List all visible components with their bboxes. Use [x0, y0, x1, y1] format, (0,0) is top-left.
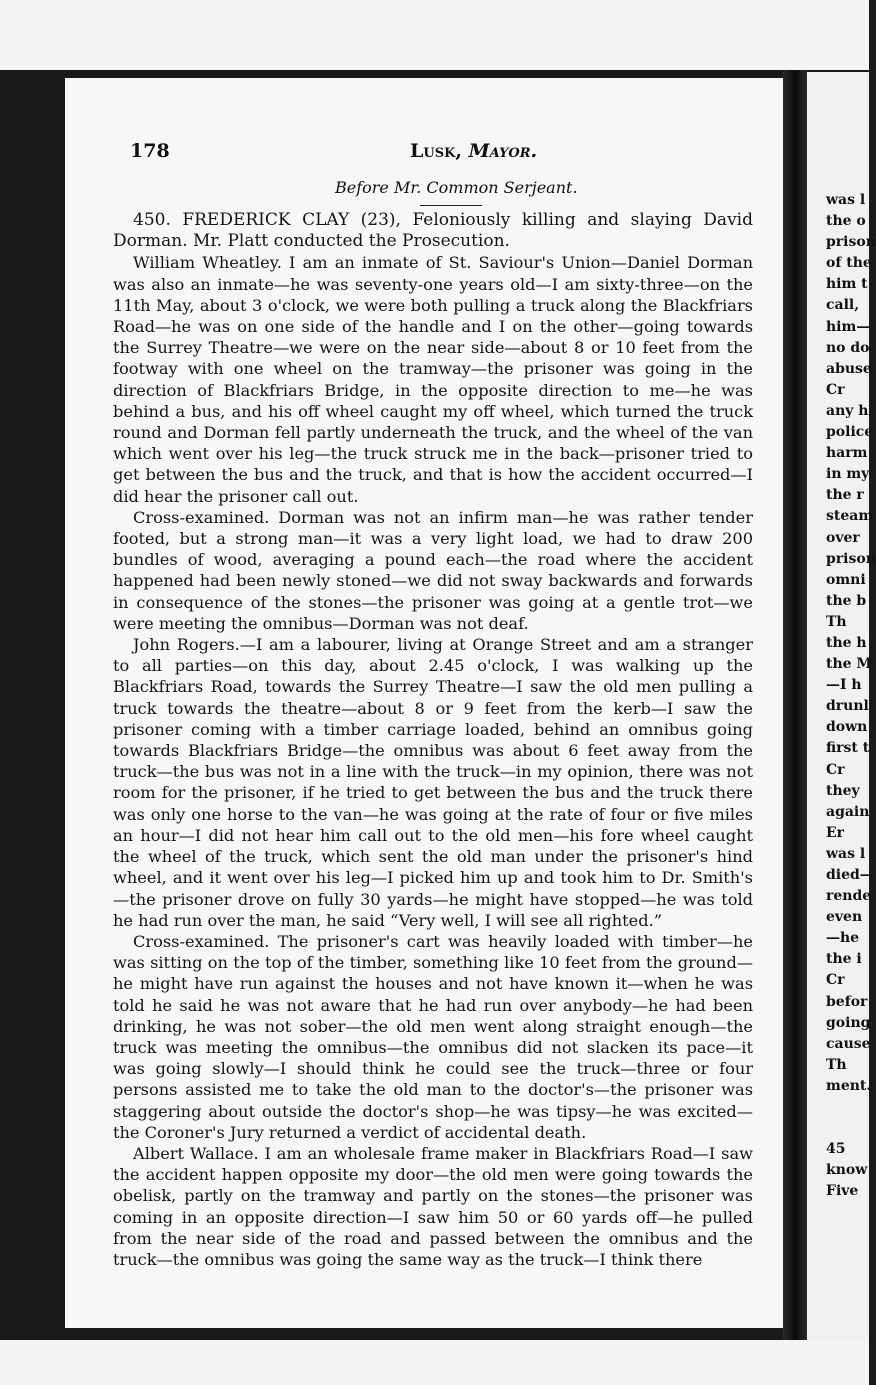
- right-page-fragment: Cr: [826, 761, 845, 778]
- right-page-text: [826, 190, 876, 1203]
- right-page-fragment: they: [826, 782, 860, 799]
- right-page-fragment: him t: [826, 276, 868, 293]
- right-page-fragment: him—: [826, 318, 871, 335]
- case-heading: [113, 210, 753, 252]
- right-page-fragment: even: [826, 909, 863, 926]
- right-page-fragment: know: [826, 1162, 868, 1179]
- right-page-fragment: died—: [826, 867, 874, 883]
- divider-rule: [420, 205, 482, 206]
- right-page-fragment: cause: [826, 1035, 871, 1052]
- right-page-fragment: steam: [826, 508, 874, 525]
- right-page-fragment: [826, 1118, 876, 1139]
- right-page-fragment: the o: [826, 213, 866, 230]
- right-page-fragment: again: [826, 803, 870, 820]
- court-subhead: Before Mr. Common Serjeant.: [335, 178, 578, 197]
- right-page-fragment: —he: [826, 930, 860, 947]
- right-page-fragment: Cr: [826, 381, 845, 398]
- right-page-fragment: any h: [826, 402, 869, 419]
- right-page-fragment: the h: [826, 634, 867, 651]
- right-page-fragment: [826, 1097, 876, 1118]
- testimony-paragraph: Albert Wallace. I am an wholesale frame maker in Blackfriars Road—I saw the accident happen opposite my door—the old men were going towards the obelisk, partly on the tramway and partly on the stones—the prisoner was coming in an opposite direction—I saw him 50 or 60 yards off—he pulled from the near side of the road and passed between the omnibus and the truck—the omnibus was going the same way as the truck—I think there: [113, 1143, 753, 1269]
- testimony-paragraph: William Wheatley. I am an inmate of St. Saviour's Union—Daniel Dorman was also an inmate—he was seventy-one years old—I am sixty-three—on the 11th May, about 3 o'clock, we were both pulling a truck along the Blackfriars Road—he was on one side of the handle and I on the other—going towards the Surrey Theatre—we were on the near side—about 8 or 10 feet from the footway with one wheel on the tramway—the prisoner was going in the direction of Blackfriars Bridge, in the opposite direction to me—he was behind a bus, and his off wheel caught my off wheel, which turned the truck round and Dorman fell partly underneath the truck, and the wheel of the van which went over his leg—the truck struck me in the back—prisoner tried to get between the bus and the truck, and that is how the accident occurred—I did hear the prisoner call out.: [113, 253, 753, 506]
- right-page-fragment: rende: [826, 888, 872, 905]
- right-page-fragment: of the: [826, 255, 872, 272]
- right-page-fragment: omni: [826, 571, 866, 588]
- right-page-fragment: Er: [826, 824, 845, 841]
- right-page-fragment: abuse: [826, 360, 872, 377]
- right-page-fragment: first t: [826, 740, 870, 757]
- case-heading-text: 450. FREDERICK CLAY (23), Feloniously killing and slaying David Dorman.: [113, 210, 753, 252]
- right-page-fragment: the M: [826, 656, 872, 673]
- right-page-fragment: Five: [826, 1183, 859, 1200]
- case-prosecution: Mr. Platt conducted the Prosecution.: [193, 231, 510, 252]
- testimony-paragraph: Cross-examined. The prisoner's cart was heavily loaded with timber—he was sitting on the top of the timber, something like 10 feet from the ground—he might have run against the houses and not have known it—when he was told he said he was not aware that he had run over anybody—he had been drinking, he was not sober—the old men went along straight enough—the truck was meeting the omnibus—the omnibus did not slacken its pace—it was going slowly—I should think he could see the truck—three or four persons assisted me to take the old man to the doctor's—the prisoner was staggering about outside the doctor's shop—he was tipsy—he was excited—the Coroner's Jury returned a verdict of accidental death.: [113, 931, 753, 1142]
- right-page-fragment: the r: [826, 487, 864, 504]
- right-page-fragment: was l: [826, 845, 866, 862]
- right-page-fragment: Th: [826, 613, 847, 630]
- right-page-fragment: down: [826, 719, 868, 736]
- right-page-fragment: was l: [826, 192, 866, 208]
- right-page-fragment: going: [826, 1014, 871, 1031]
- running-head-name: Lusk,: [410, 140, 462, 162]
- testimony-paragraph: John Rogers.—I am a labourer, living at Orange Street and am a stranger to all parties—on this day, about 2.45 o'clock, I was walking up the Blackfriars Road, towards the Surrey Theatre—I saw the old men pulling a truck towards the theatre—about 8 or 9 feet from the kerb—I saw the prisoner coming with a timber carriage loaded, behind an omnibus going towards Blackfriars Bridge—the omnibus was about 6 feet away from the truck—the bus was not in a line with the truck—in my opinion, there was not room for the prisoner, if he tried to get between the bus and the truck there was only one horse to the van—he was going at the rate of four or five miles an hour—I did not hear him call out to the old men—his fore wheel caught the wheel of the truck, which sent the old man under the prisoner's hind wheel, and it went over his leg—I picked him up and took him to Dr. Smith's—the prisoner drove on fully 30 yards—he might have stopped—he was told he had run over the man, he said “Very well, I will see all righted.”: [113, 635, 753, 930]
- testimony-paragraph: Cross-examined. Dorman was not an infirm man—he was rather tender footed, but a strong man—it was a very light load, we had to draw 200 bundles of wood, averaging a pound each—the road where the accident happened had been newly stoned—we did not sway backwards and forwards in consequence of the stones—the prisoner was going at a gentle trot—we were meeting the omnibus—Dorman was not deaf.: [113, 507, 753, 633]
- right-page-fragment: Th: [826, 1056, 847, 1073]
- right-page-fragment: harm: [826, 445, 868, 462]
- running-head-title: Mayor.: [468, 140, 538, 162]
- top-margin: [0, 0, 869, 70]
- right-page-fragment: police: [826, 424, 874, 441]
- right-page-fragment: ment.: [826, 1077, 872, 1094]
- case-report: [113, 210, 753, 1270]
- right-page-fragment: no do: [826, 339, 870, 356]
- right-page-fragment: over: [826, 529, 860, 546]
- right-page-fragment: drunl: [826, 698, 869, 715]
- right-page-fragment: the i: [826, 951, 862, 968]
- right-page-fragment: befor: [826, 993, 868, 1010]
- right-page-fragment: in my: [826, 466, 870, 483]
- running-head: [410, 140, 537, 162]
- right-page-fragment: call,: [826, 297, 860, 314]
- page-header: [130, 140, 730, 170]
- bottom-margin: [0, 1340, 869, 1385]
- right-page-fragment: prison: [826, 550, 876, 567]
- right-page-fragment: prison: [826, 234, 876, 251]
- right-page-fragment: —I h: [826, 677, 862, 694]
- right-page-fragment: 45: [826, 1141, 846, 1158]
- book-gutter: [783, 70, 807, 1340]
- right-page-fragment: the b: [826, 592, 867, 609]
- right-page-fragment: Cr: [826, 972, 845, 989]
- page-number: 178: [130, 140, 170, 162]
